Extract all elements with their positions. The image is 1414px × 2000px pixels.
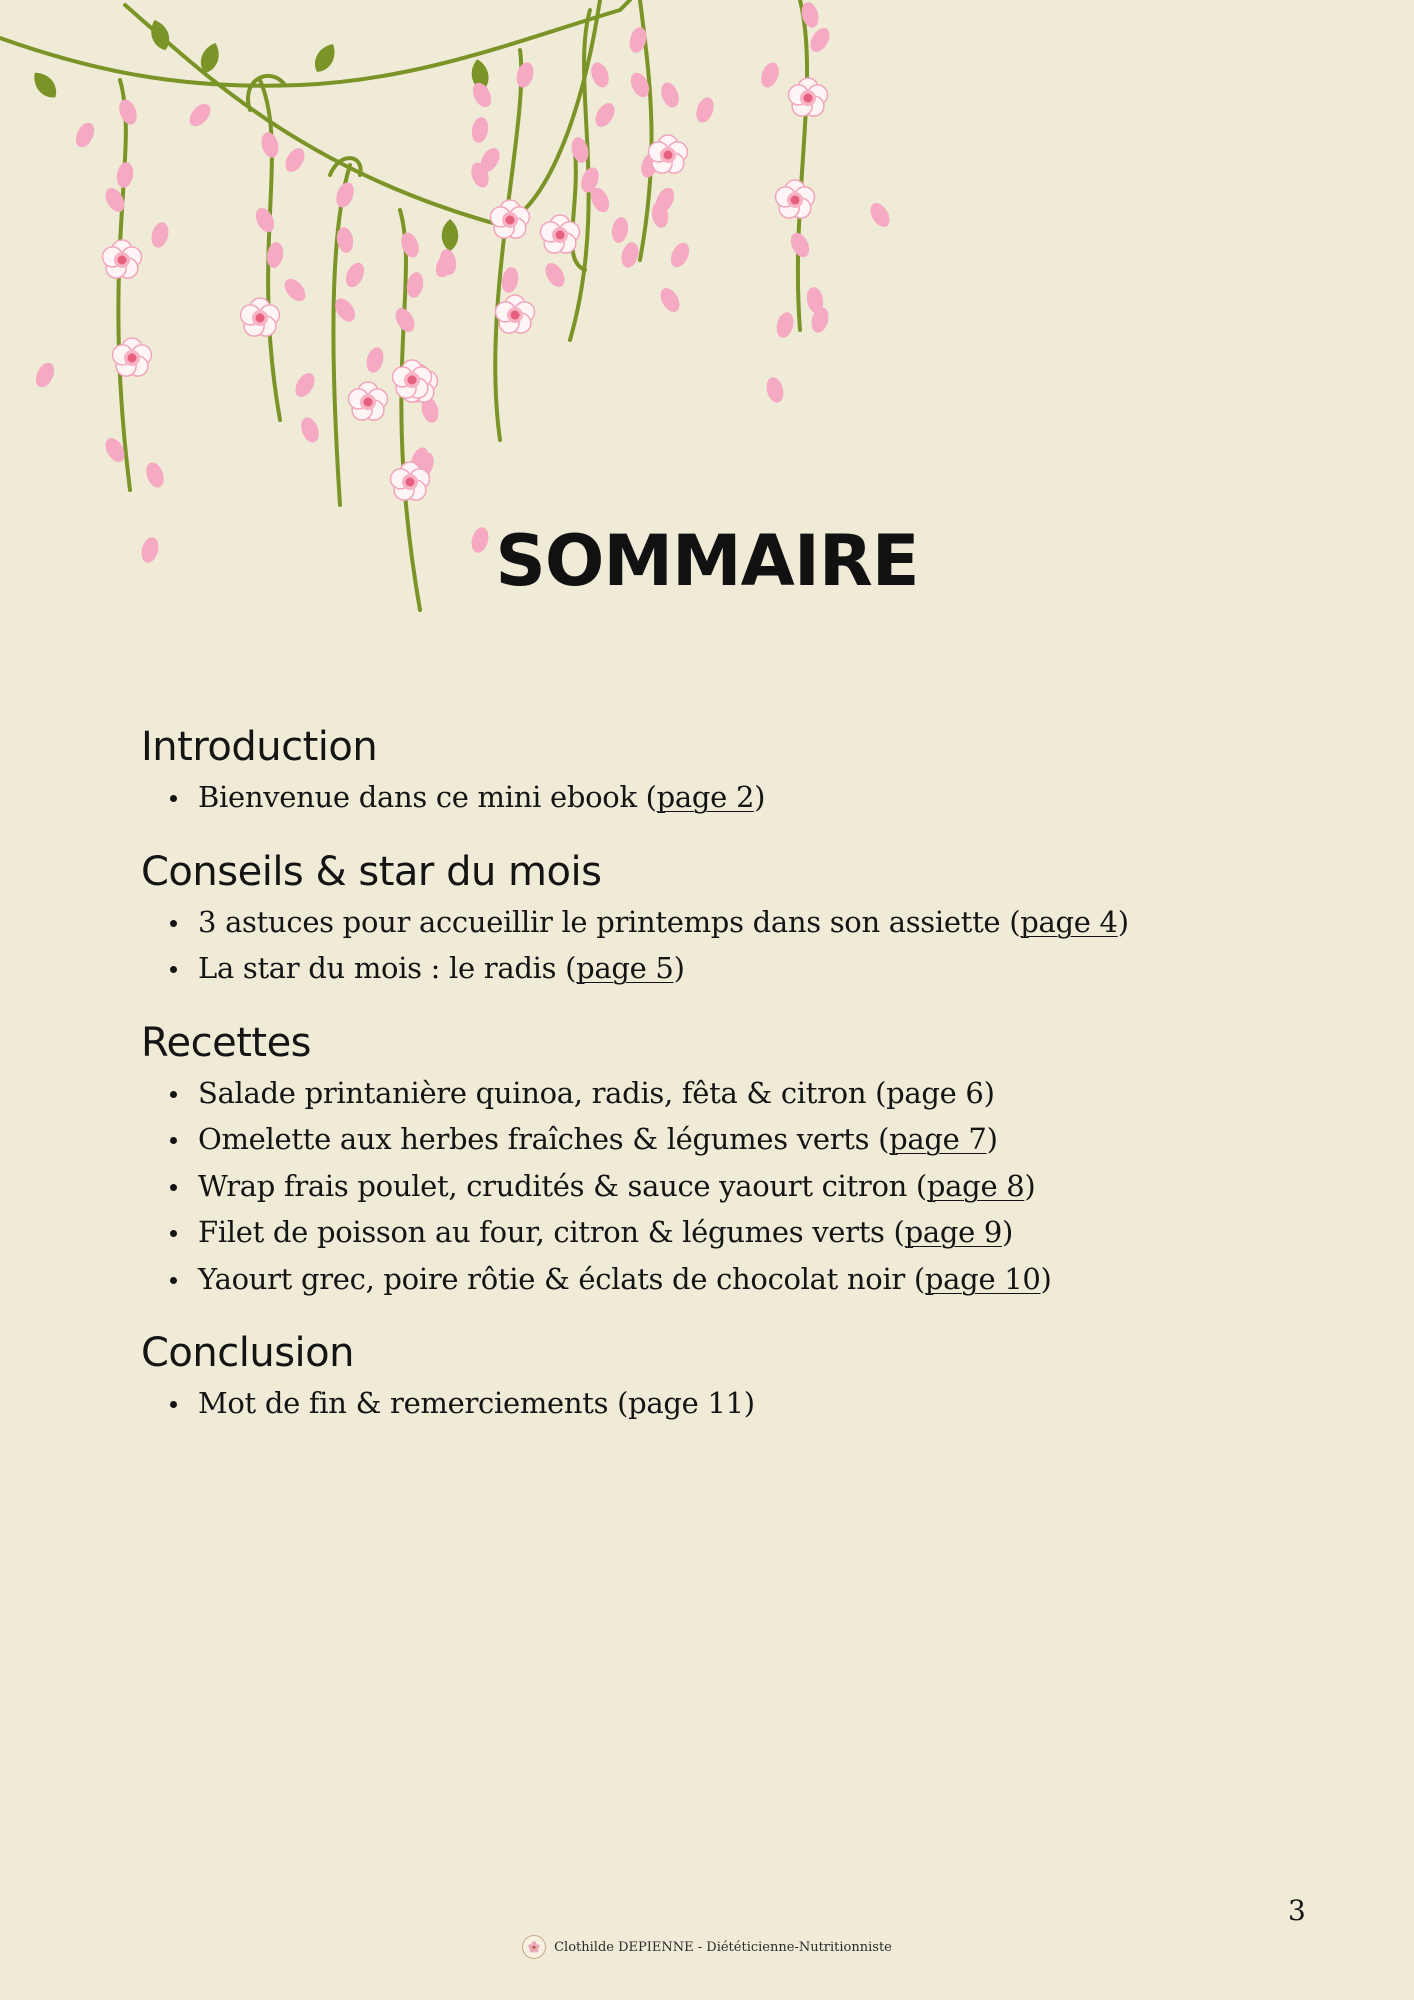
- list-item: Bienvenue dans ce mini ebook (page 2): [198, 774, 1291, 821]
- petal: [469, 80, 494, 110]
- leaf: [442, 219, 459, 251]
- petal: [667, 240, 692, 270]
- page-link[interactable]: page 7: [889, 1122, 987, 1156]
- petal: [774, 310, 796, 339]
- vine-strand: [495, 50, 521, 440]
- petal: [342, 260, 367, 290]
- table-of-contents: [141, 722, 1291, 1453]
- item-list: [141, 1070, 1291, 1303]
- petal: [149, 220, 171, 249]
- petal: [259, 130, 281, 159]
- list-item: Yaourt grec, poire rôtie & éclats de chocolat noir (page 10): [198, 1256, 1291, 1303]
- petal: [333, 180, 357, 210]
- list-item: Mot de fin & remerciements (page 11): [198, 1380, 1291, 1427]
- page-title: SOMMAIRE: [495, 520, 919, 602]
- petal: [364, 345, 386, 374]
- petal: [610, 216, 630, 244]
- petal: [592, 100, 619, 131]
- petal: [281, 275, 310, 305]
- blossom: [490, 200, 529, 238]
- list-item: Omelette aux herbes fraîches & légumes verts (page 7): [198, 1116, 1291, 1163]
- leaf: [147, 17, 173, 53]
- page-link[interactable]: page 8: [926, 1168, 1025, 1203]
- petal: [32, 360, 57, 390]
- petal: [657, 285, 684, 316]
- toc-section-conclusion: [141, 1328, 1291, 1427]
- flower-logo-icon: [522, 1935, 546, 1959]
- petal: [72, 120, 97, 150]
- blossom: [775, 180, 814, 218]
- petal: [588, 60, 612, 90]
- toc-section-recettes: [141, 1018, 1291, 1303]
- petal: [514, 60, 536, 89]
- petal: [298, 415, 322, 445]
- petal: [115, 161, 135, 189]
- list-item: Wrap frais poulet, crudités & sauce yaourt citron (page 8): [198, 1163, 1291, 1210]
- blossom: [648, 135, 687, 173]
- petal: [758, 60, 782, 90]
- petal: [658, 80, 682, 110]
- item-list: [141, 1380, 1291, 1427]
- section-title: Introduction: [141, 724, 378, 770]
- petal: [392, 305, 419, 336]
- page-link[interactable]: page 5: [576, 951, 674, 985]
- petal: [143, 460, 167, 490]
- list-item: 3 astuces pour accueillir le printemps dans son assiette (page 4): [198, 899, 1291, 946]
- toc-section-conseils: [141, 847, 1291, 992]
- petal: [186, 100, 215, 130]
- petal: [787, 230, 812, 260]
- section-title: Conclusion: [141, 1330, 354, 1376]
- petal: [693, 95, 717, 125]
- vine-strand: [333, 165, 350, 505]
- petal: [292, 370, 319, 401]
- vine-main-1: [0, 0, 630, 86]
- footer: [0, 1935, 1414, 1959]
- blossom: [788, 78, 827, 116]
- section-title: Conseils & star du mois: [141, 848, 602, 895]
- petal: [252, 205, 277, 235]
- blossom: [240, 298, 279, 336]
- blossom: [102, 240, 141, 278]
- leaf: [28, 67, 61, 102]
- page-link[interactable]: page 4: [1020, 904, 1118, 939]
- list-item: La star du mois : le radis (page 5): [198, 945, 1291, 992]
- petal: [807, 25, 834, 56]
- section-title: Recettes: [141, 1019, 312, 1066]
- blossom: [348, 382, 387, 420]
- vine-curl: [572, 150, 585, 270]
- petal: [764, 375, 786, 404]
- page-link[interactable]: page 9: [904, 1215, 1003, 1249]
- petal: [470, 116, 490, 144]
- petal: [405, 271, 425, 299]
- toc-section-introduction: [141, 722, 1291, 821]
- item-list: [141, 899, 1291, 992]
- list-item: Salade printanière quinoa, radis, fêta & citron (page 6): [198, 1070, 1291, 1117]
- blossom: [495, 295, 534, 333]
- leaf: [310, 40, 340, 76]
- page-link[interactable]: page 2: [656, 780, 755, 814]
- item-list: [141, 774, 1291, 821]
- petal: [867, 200, 894, 231]
- list-item: Filet de poisson au four, citron & légumes verts (page 9): [198, 1209, 1291, 1256]
- petal: [542, 260, 569, 291]
- page-link[interactable]: page 10: [924, 1261, 1041, 1296]
- blossom: [392, 360, 431, 398]
- petal: [116, 97, 140, 127]
- footer-text: Clothilde DEPIENNE - Diététicienne-Nutritionniste: [554, 1939, 892, 1955]
- petal: [282, 145, 309, 176]
- vine-strand: [798, 0, 807, 330]
- vine-strand: [118, 80, 130, 490]
- petal: [619, 240, 641, 269]
- petal: [500, 266, 520, 294]
- page-number: 3: [1288, 1894, 1306, 1927]
- petal: [398, 230, 422, 260]
